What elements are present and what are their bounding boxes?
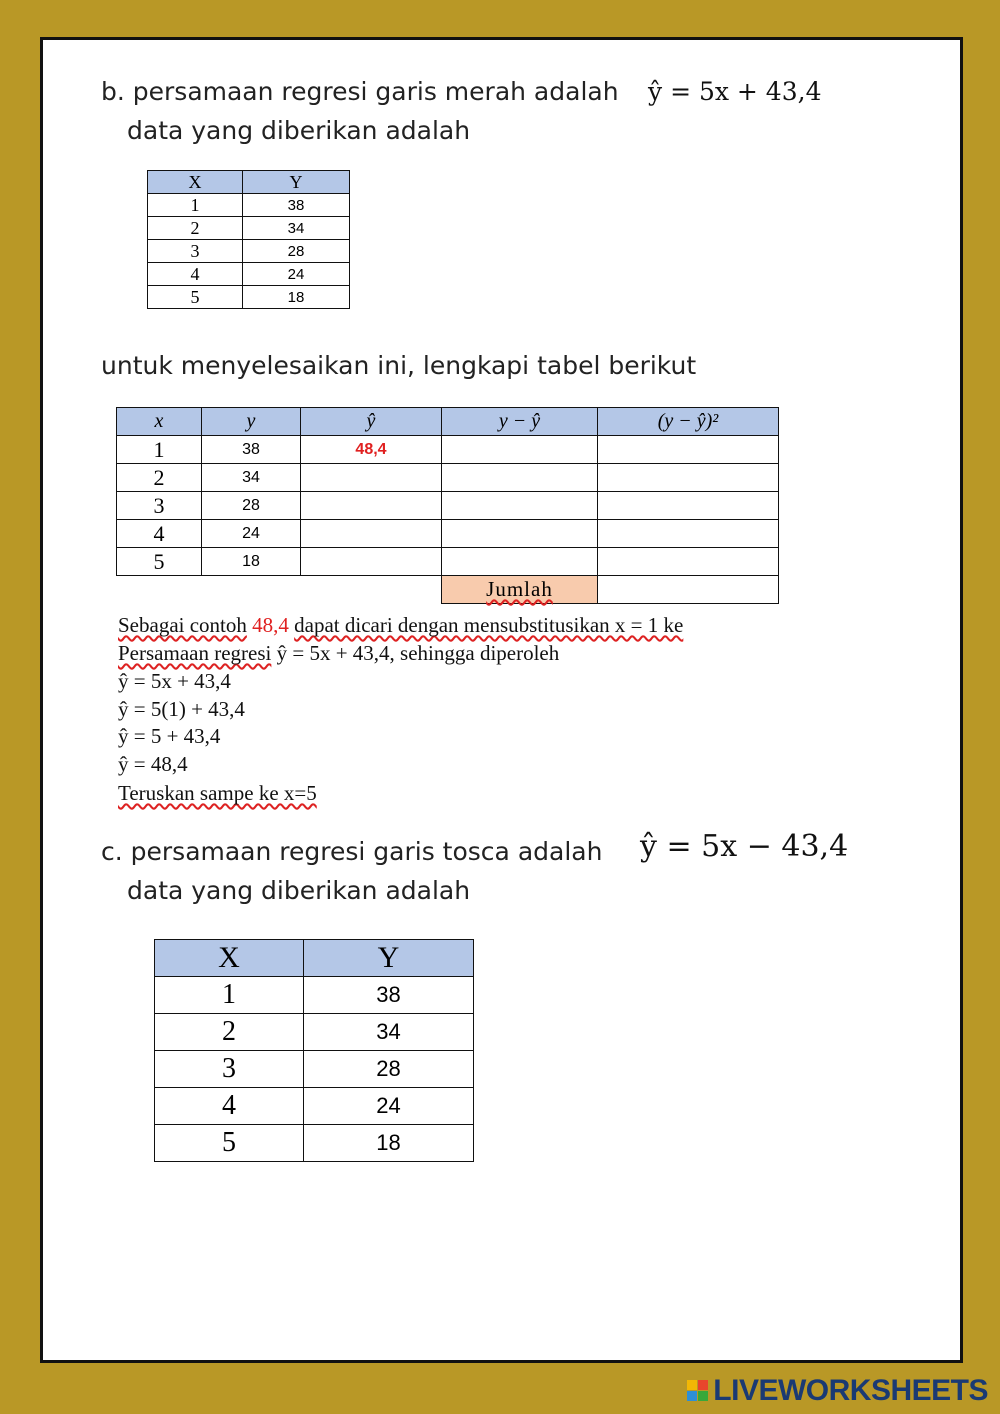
cell-y: 34 bbox=[202, 464, 301, 492]
answer-cell-residual-squared[interactable] bbox=[598, 520, 779, 548]
header-residual-squared: (y − ŷ)² bbox=[598, 408, 779, 436]
table-row bbox=[155, 977, 474, 1014]
cell-y: 18 bbox=[243, 286, 350, 309]
example-line-2-equation: ŷ = 5x + 43,4 bbox=[276, 641, 390, 665]
answer-cell-yhat[interactable] bbox=[301, 464, 442, 492]
cell-yhat-example: 48,4 bbox=[301, 436, 442, 464]
answer-cell-residual-squared[interactable] bbox=[598, 492, 779, 520]
section-b-equation: ŷ = 5x + 43,4 bbox=[648, 77, 822, 106]
header-yhat: ŷ bbox=[301, 408, 442, 436]
answer-cell-total[interactable] bbox=[598, 576, 779, 604]
table-row bbox=[148, 286, 350, 309]
liveworksheets-logo[interactable] bbox=[687, 1374, 988, 1408]
answer-cell-yhat[interactable] bbox=[301, 520, 442, 548]
cell-x: 2 bbox=[148, 217, 243, 240]
answer-cell-yhat[interactable] bbox=[301, 492, 442, 520]
cell-x: 5 bbox=[117, 548, 202, 576]
table-row bbox=[155, 1014, 474, 1051]
table-row bbox=[148, 217, 350, 240]
table-row bbox=[117, 520, 779, 548]
section-b-data-table bbox=[147, 170, 350, 309]
example-step-3: ŷ = 5 + 43,4 bbox=[118, 724, 221, 748]
table-row bbox=[117, 436, 779, 464]
cell-x: 4 bbox=[148, 263, 243, 286]
header-x: x bbox=[117, 408, 202, 436]
header-x: X bbox=[155, 940, 304, 977]
answer-cell-yhat[interactable] bbox=[301, 548, 442, 576]
cell-y: 38 bbox=[243, 194, 350, 217]
section-c-equation: ŷ = 5x − 43,4 bbox=[640, 829, 849, 864]
cell-x: 4 bbox=[155, 1088, 304, 1125]
table-row bbox=[148, 194, 350, 217]
cell-y: 18 bbox=[202, 548, 301, 576]
total-label: Jumlah bbox=[442, 576, 598, 604]
answer-cell-residual-squared[interactable] bbox=[598, 548, 779, 576]
example-line-2-start: Persamaan regresi bbox=[118, 641, 272, 665]
answer-cell-residual[interactable] bbox=[442, 492, 598, 520]
header-x: X bbox=[148, 171, 243, 194]
table-row bbox=[117, 548, 779, 576]
answer-cell-residual[interactable] bbox=[442, 436, 598, 464]
answer-cell-residual-squared[interactable] bbox=[598, 464, 779, 492]
cell-y: 34 bbox=[243, 217, 350, 240]
liveworksheets-logo-text: LIVEWORKSHEETS bbox=[713, 1374, 988, 1407]
cell-y: 28 bbox=[304, 1051, 474, 1088]
section-c-title: c. persamaan regresi garis tosca adalah bbox=[101, 837, 603, 866]
table-row bbox=[155, 1051, 474, 1088]
answer-cell-residual-squared[interactable] bbox=[598, 436, 779, 464]
cell-y: 38 bbox=[304, 977, 474, 1014]
worksheet-page bbox=[40, 37, 963, 1363]
example-value: 48,4 bbox=[252, 613, 289, 637]
section-b-subtitle: data yang diberikan adalah bbox=[127, 116, 471, 145]
table-row bbox=[117, 464, 779, 492]
cell-y: 24 bbox=[304, 1088, 474, 1125]
table-row bbox=[148, 240, 350, 263]
cell-x: 5 bbox=[148, 286, 243, 309]
table-row bbox=[117, 492, 779, 520]
table-row bbox=[155, 1125, 474, 1162]
example-step-4: ŷ = 48,4 bbox=[118, 752, 188, 776]
section-b-title: b. persamaan regresi garis merah adalah bbox=[101, 77, 619, 106]
cell-y: 28 bbox=[243, 240, 350, 263]
section-c-data-table bbox=[154, 939, 474, 1162]
answer-cell-residual[interactable] bbox=[442, 548, 598, 576]
cell-x: 2 bbox=[117, 464, 202, 492]
example-step-1: ŷ = 5x + 43,4 bbox=[118, 669, 231, 693]
cell-y: 34 bbox=[304, 1014, 474, 1051]
cell-y: 28 bbox=[202, 492, 301, 520]
example-step-2: ŷ = 5(1) + 43,4 bbox=[118, 697, 245, 721]
cell-x: 1 bbox=[155, 977, 304, 1014]
example-line-1-start: Sebagai contoh bbox=[118, 613, 247, 637]
example-line-2 bbox=[118, 641, 559, 666]
example-continue-note: Teruskan sampe ke x=5 bbox=[118, 781, 317, 805]
section-c-subtitle: data yang diberikan adalah bbox=[127, 876, 471, 905]
cell-x: 5 bbox=[155, 1125, 304, 1162]
table-row bbox=[155, 1088, 474, 1125]
cell-x: 2 bbox=[155, 1014, 304, 1051]
cell-y: 24 bbox=[243, 263, 350, 286]
cell-y: 24 bbox=[202, 520, 301, 548]
cell-x: 1 bbox=[148, 194, 243, 217]
cell-x: 3 bbox=[117, 492, 202, 520]
header-residual: y − ŷ bbox=[442, 408, 598, 436]
worksheet-table bbox=[116, 407, 779, 604]
cell-y: 38 bbox=[202, 436, 301, 464]
cell-x: 4 bbox=[117, 520, 202, 548]
header-y: Y bbox=[243, 171, 350, 194]
answer-cell-residual[interactable] bbox=[442, 520, 598, 548]
example-line-1 bbox=[118, 613, 683, 638]
cell-x: 1 bbox=[117, 436, 202, 464]
cell-y: 18 bbox=[304, 1125, 474, 1162]
example-line-2-end: , sehingga diperoleh bbox=[389, 641, 560, 665]
instruction-text: untuk menyelesaikan ini, lengkapi tabel berikut bbox=[101, 351, 697, 380]
example-line-1-end: dapat dicari dengan mensubstitusikan x = 1 ke bbox=[294, 613, 684, 637]
table-row bbox=[148, 263, 350, 286]
header-y: y bbox=[202, 408, 301, 436]
liveworksheets-logo-icon bbox=[687, 1380, 709, 1402]
answer-cell-residual[interactable] bbox=[442, 464, 598, 492]
total-row bbox=[117, 576, 779, 604]
cell-x: 3 bbox=[155, 1051, 304, 1088]
cell-x: 3 bbox=[148, 240, 243, 263]
header-y: Y bbox=[304, 940, 474, 977]
